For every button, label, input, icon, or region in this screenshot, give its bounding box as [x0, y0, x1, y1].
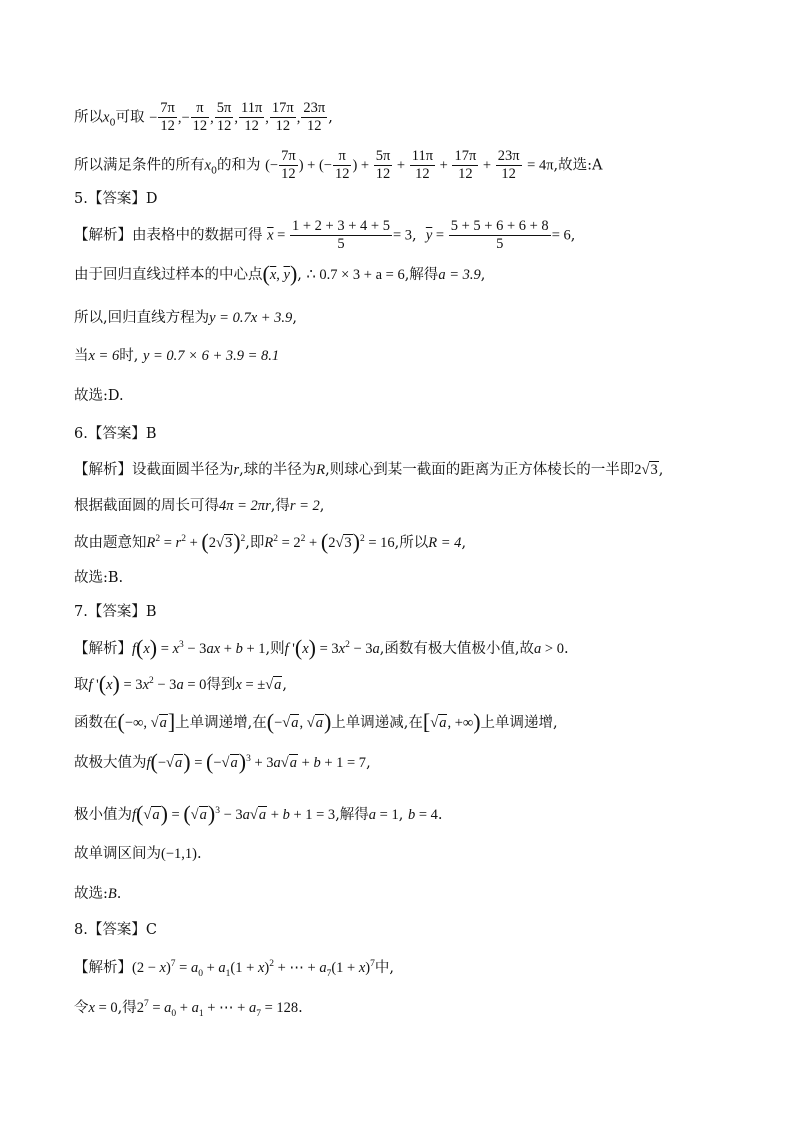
q8-answer: 8.【答案】C: [74, 922, 157, 938]
q7-answer: 7.【答案】B: [74, 604, 157, 620]
q6-line-1: 【解析】设截面圆半径为r,球的半径为R,则球心到某一截面的距离为正方体棱长的一半即2√3,: [74, 462, 664, 478]
q6-line-2: 根据截面圆的周长可得4π = 2πr,得r = 2,: [74, 498, 325, 514]
q5-line-2: 由于回归直线过样本的中心点($\overline{x}$, $\overline{y}$), ∴ 0.7 × 3 + a = 6,解得a = 3.9,: [74, 261, 486, 286]
q5-line-1: 【解析】由表格中的数据可得 $\overline{x}$ = $\frac{1 + 2 + 3 + 4 + 5}{5}$ = 3, $\overline{y}$ = $\frac{5 + 5 + 6 + 6 + 8}{5}$ = 6,: [74, 218, 576, 252]
q4-value-sign: ,: [210, 109, 214, 126]
q5-answer: 5.【答案】D: [74, 191, 158, 207]
q4-value-fraction: $\frac{17\pi}{12}$: [271, 100, 294, 134]
q6-answer: 6.【答案】B: [74, 426, 157, 442]
q4-value-fraction: $\frac{\pi}{12}$: [192, 100, 208, 134]
q4-line-2: 所以满足条件的所有$x_0$的和为 (− $\frac{7\pi}{12}$ ) + (− $\frac{\pi}{12}$ ) + $\frac{5\pi}{12}$ + $\frac{11\pi}{12}$ + $\frac{17\pi}{12}$ + $\frac{23\pi}{12}$ = 4π,故选:A: [74, 148, 603, 182]
q4-value-sign: ,: [234, 109, 238, 126]
q4-value-fraction: $\frac{7\pi}{12}$: [160, 100, 175, 134]
q7-line-4: 故极大值为$f(-√a) = (-√a)^3 + 3a√a + b + 1 = 7$,: [74, 749, 371, 774]
q4-line-1: 所以$x_0$可取 − $\frac{7\pi}{12}$ ,− $\frac{\pi}{12}$ , $\frac{5\pi}{12}$ , $\frac{11\pi}{12}$ , $\frac{17\pi}{12}$ , $\frac{23\pi}{12}$ ,: [74, 100, 333, 134]
q7-line-2: 取f '$(x) = 3x^2 - 3a = 0$得到x = ±√a,: [74, 671, 288, 696]
q7-line-3: 函数在(−∞, √a]上单调递增,在(−√a, √a)上单调递减,在[√a, +∞)上单调递增,: [74, 709, 558, 734]
q7-line-1: 【解析】$f(x) = x^3 - 3ax + b + 1$,则f '$(x) = 3x^2 - 3a$,函数有极大值极小值,故a > 0.: [74, 635, 569, 660]
q6-done: 故选:B.: [74, 570, 124, 586]
q4-value-fraction: $\frac{5\pi}{12}$: [216, 100, 232, 134]
q7-line-6: 故单调区间为(−1,1).: [74, 846, 202, 862]
q6-line-3: 故由题意知$R^2 = r^2 + (2√3)^2$,即$R^2 = 2^2 + (2√3)^2 = 16$,所以R = 4,: [74, 529, 467, 554]
q4-value-sign: ,: [296, 109, 301, 126]
q7-line-5: 极小值为$f(√a) = (√a)^3 - 3a√a + b + 1 = 3$,解得a = 1, b = 4.: [74, 801, 443, 826]
q4-value-sign: ,−: [177, 109, 190, 126]
q4-value-fraction: $\frac{23\pi}{12}$: [303, 100, 326, 134]
q4-value-fraction: $\frac{11\pi}{12}$: [241, 100, 263, 134]
q4-value-sign: ,: [265, 109, 269, 126]
q8-line-2: 令x = 0,得$2^7 = a_0 + a_1$ + ⋯ + $a_7 = 128$.: [74, 999, 303, 1019]
q5-done: 故选:D.: [74, 388, 124, 404]
q8-line-1: 【解析】$(2 - x)^7 = a_0 + a_1(1 + x)^2$ + ⋯ + $a_7(1 + x)^7$中,: [74, 959, 394, 979]
q4-value-sign: −: [149, 109, 158, 126]
q5-line-4: 当x = 6时, y = 0.7 × 6 + 3.9 = 8.1: [74, 348, 280, 364]
q5-line-3: 所以,回归直线方程为y = 0.7x + 3.9,: [74, 310, 297, 326]
q7-done: 故选:B.: [74, 886, 122, 902]
